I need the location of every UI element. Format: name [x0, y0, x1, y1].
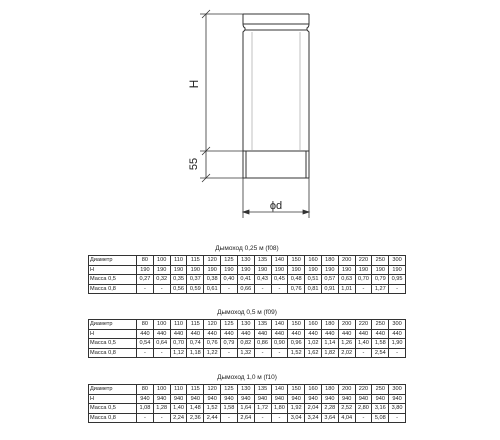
height-label: H: [187, 79, 201, 89]
table-cell: -: [137, 284, 154, 294]
table-cell: 190: [321, 265, 338, 275]
table-cell: 0,32: [153, 275, 170, 285]
table-cell: 80: [137, 256, 154, 266]
table-cell: 2,24: [170, 413, 187, 423]
table-cell: 0,37: [187, 275, 204, 285]
table-cell: 3,24: [305, 413, 322, 423]
table-cell: 190: [271, 265, 288, 275]
table-cell: 1,90: [389, 339, 406, 349]
table-cell: 3,80: [389, 404, 406, 414]
table-cell: 0,81: [305, 284, 322, 294]
table-cell: 440: [221, 329, 238, 339]
table-cell: 160: [305, 320, 322, 330]
table-cell: 190: [187, 265, 204, 275]
table-cell: 1,62: [305, 348, 322, 358]
row-header: Масса 0,5: [89, 404, 137, 414]
table-cell: 1,22: [204, 348, 221, 358]
table-cell: 940: [389, 394, 406, 404]
table-cell: 80: [137, 385, 154, 395]
table-cell: 190: [305, 265, 322, 275]
table-cell: 1,80: [271, 404, 288, 414]
row-header: H: [89, 265, 137, 275]
table-cell: 0,57: [321, 275, 338, 285]
table-cell: 0,43: [254, 275, 271, 285]
table-cell: 220: [355, 256, 372, 266]
table-cell: 190: [237, 265, 254, 275]
table-cell: 0,86: [254, 339, 271, 349]
table-cell: 130: [237, 320, 254, 330]
row-header: H: [89, 394, 137, 404]
table-cell: 150: [288, 385, 305, 395]
table-cell: 2,36: [187, 413, 204, 423]
table-cell: 440: [137, 329, 154, 339]
table-cell: 1,52: [288, 348, 305, 358]
table-cell: 0,66: [237, 284, 254, 294]
table-cell: 190: [137, 265, 154, 275]
table-cell: 940: [355, 394, 372, 404]
table-cell: -: [271, 413, 288, 423]
table-row: [89, 275, 406, 285]
table-cell: 125: [221, 385, 238, 395]
table-cell: 0,38: [204, 275, 221, 285]
table-cell: 220: [355, 320, 372, 330]
table-cell: 0,70: [355, 275, 372, 285]
table-cell: 0,56: [170, 284, 187, 294]
table-cell: 2,64: [237, 413, 254, 423]
spec-table: [88, 319, 406, 358]
table-cell: 190: [254, 265, 271, 275]
table-cell: 190: [355, 265, 372, 275]
table-cell: -: [153, 348, 170, 358]
table-cell: 190: [389, 265, 406, 275]
table-cell: 1,40: [355, 339, 372, 349]
table-cell: -: [389, 413, 406, 423]
pipe-shading: [252, 32, 300, 151]
table-cell: 100: [153, 385, 170, 395]
table-cell: 200: [338, 256, 355, 266]
table-cell: 135: [254, 320, 271, 330]
table-cell: 0,64: [153, 339, 170, 349]
table-cell: 940: [237, 394, 254, 404]
table-cell: -: [389, 284, 406, 294]
table-cell: -: [355, 413, 372, 423]
table-cell: 1,72: [254, 404, 271, 414]
table-cell: 2,54: [372, 348, 389, 358]
table-cell: 440: [204, 329, 221, 339]
spec-table-block: [88, 307, 406, 358]
table-cell: 2,02: [338, 348, 355, 358]
table-cell: -: [355, 348, 372, 358]
table-cell: -: [221, 348, 238, 358]
table-caption: Дымоход 0,25 м (f08): [215, 245, 279, 252]
row-header: Масса 0,5: [89, 275, 137, 285]
table-row: [89, 265, 406, 275]
table-cell: 940: [187, 394, 204, 404]
table-cell: 125: [221, 256, 238, 266]
table-cell: 130: [237, 256, 254, 266]
table-row: [89, 385, 406, 395]
table-cell: -: [153, 413, 170, 423]
table-cell: 0,51: [305, 275, 322, 285]
table-cell: 440: [170, 329, 187, 339]
table-cell: 940: [338, 394, 355, 404]
table-cell: 3,16: [372, 404, 389, 414]
table-cell: 940: [288, 394, 305, 404]
table-cell: 940: [321, 394, 338, 404]
table-cell: 1,82: [321, 348, 338, 358]
table-cell: 150: [288, 320, 305, 330]
table-cell: 180: [321, 385, 338, 395]
table-cell: 115: [187, 320, 204, 330]
table-cell: 110: [170, 256, 187, 266]
table-cell: 120: [204, 320, 221, 330]
table-cell: 5,08: [372, 413, 389, 423]
table-cell: 940: [204, 394, 221, 404]
table-cell: 0,82: [237, 339, 254, 349]
table-cell: -: [389, 348, 406, 358]
row-header: Масса 0,5: [89, 339, 137, 349]
table-caption: Дымоход 0,5 м (f09): [217, 309, 277, 316]
table-cell: 110: [170, 385, 187, 395]
table-cell: 440: [288, 329, 305, 339]
table-cell: 440: [305, 329, 322, 339]
table-cell: 1,02: [305, 339, 322, 349]
table-cell: 0,48: [288, 275, 305, 285]
table-row: [89, 284, 406, 294]
table-cell: 300: [389, 385, 406, 395]
diameter-label: ϕd: [269, 200, 283, 212]
table-cell: 940: [254, 394, 271, 404]
table-cell: 940: [153, 394, 170, 404]
table-cell: 1,08: [137, 404, 154, 414]
table-cell: 190: [372, 265, 389, 275]
table-cell: 0,79: [372, 275, 389, 285]
diameter-dimension: [243, 178, 309, 218]
table-cell: 115: [187, 385, 204, 395]
table-cell: -: [355, 284, 372, 294]
table-cell: 190: [221, 265, 238, 275]
table-cell: 940: [221, 394, 238, 404]
table-cell: 300: [389, 320, 406, 330]
table-cell: 135: [254, 385, 271, 395]
table-cell: 440: [372, 329, 389, 339]
table-cell: 190: [288, 265, 305, 275]
table-cell: 125: [221, 320, 238, 330]
table-cell: 180: [321, 256, 338, 266]
table-row: [89, 413, 406, 423]
table-row: [89, 320, 406, 330]
spec-table-block: [88, 372, 406, 423]
table-cell: 190: [170, 265, 187, 275]
table-cell: 140: [271, 385, 288, 395]
table-cell: 0,90: [271, 339, 288, 349]
spec-table: [88, 255, 406, 294]
table-cell: 1,14: [321, 339, 338, 349]
bottom-length-label: 55: [188, 157, 200, 171]
table-cell: 80: [137, 320, 154, 330]
height-dimension: [200, 10, 243, 182]
table-cell: 1,12: [170, 348, 187, 358]
table-cell: 0,91: [321, 284, 338, 294]
table-cell: -: [137, 348, 154, 358]
table-cell: 180: [321, 320, 338, 330]
table-cell: 1,40: [170, 404, 187, 414]
table-cell: 440: [321, 329, 338, 339]
table-cell: -: [153, 284, 170, 294]
table-cell: 1,58: [372, 339, 389, 349]
table-cell: 120: [204, 256, 221, 266]
table-cell: 200: [338, 385, 355, 395]
spec-table-block: [88, 243, 406, 294]
table-cell: 250: [372, 256, 389, 266]
table-cell: -: [221, 284, 238, 294]
table-cell: 1,52: [204, 404, 221, 414]
table-cell: 3,04: [288, 413, 305, 423]
table-caption: Дымоход 1,0 м (f10): [217, 374, 277, 381]
table-cell: 0,76: [204, 339, 221, 349]
table-row: [89, 394, 406, 404]
table-cell: -: [137, 413, 154, 423]
table-cell: 100: [153, 320, 170, 330]
table-cell: 100: [153, 256, 170, 266]
table-cell: 440: [271, 329, 288, 339]
table-cell: 140: [271, 320, 288, 330]
table-cell: 115: [187, 256, 204, 266]
row-header: Масса 0,8: [89, 348, 137, 358]
table-cell: 940: [137, 394, 154, 404]
table-cell: 300: [389, 256, 406, 266]
table-cell: 940: [170, 394, 187, 404]
table-cell: 2,44: [204, 413, 221, 423]
table-cell: 2,28: [321, 404, 338, 414]
table-cell: 440: [254, 329, 271, 339]
table-cell: 440: [237, 329, 254, 339]
table-cell: 2,80: [355, 404, 372, 414]
table-row: [89, 329, 406, 339]
table-cell: 0,61: [204, 284, 221, 294]
table-cell: 1,58: [221, 404, 238, 414]
table-cell: 250: [372, 320, 389, 330]
table-cell: 440: [153, 329, 170, 339]
table-cell: 0,70: [170, 339, 187, 349]
table-cell: 1,27: [372, 284, 389, 294]
table-cell: 4,04: [338, 413, 355, 423]
table-cell: 220: [355, 385, 372, 395]
table-cell: 3,64: [321, 413, 338, 423]
table-cell: 130: [237, 385, 254, 395]
table-cell: 110: [170, 320, 187, 330]
table-cell: 0,59: [187, 284, 204, 294]
table-cell: 0,74: [187, 339, 204, 349]
table-cell: 440: [389, 329, 406, 339]
table-cell: -: [271, 348, 288, 358]
table-cell: 0,63: [338, 275, 355, 285]
table-cell: 135: [254, 256, 271, 266]
row-header: Масса 0,8: [89, 284, 137, 294]
table-row: [89, 348, 406, 358]
row-header: Диаметр: [89, 320, 137, 330]
table-cell: 160: [305, 385, 322, 395]
table-cell: 1,64: [237, 404, 254, 414]
table-cell: 0,95: [389, 275, 406, 285]
table-cell: 0,45: [271, 275, 288, 285]
table-cell: 150: [288, 256, 305, 266]
table-cell: 200: [338, 320, 355, 330]
table-cell: 0,35: [170, 275, 187, 285]
table-cell: 2,04: [305, 404, 322, 414]
table-cell: 120: [204, 385, 221, 395]
table-cell: 0,96: [288, 339, 305, 349]
table-cell: 1,32: [237, 348, 254, 358]
table-cell: 440: [355, 329, 372, 339]
table-cell: -: [221, 413, 238, 423]
table-cell: -: [271, 284, 288, 294]
table-cell: 190: [153, 265, 170, 275]
table-cell: 1,01: [338, 284, 355, 294]
table-cell: 1,26: [338, 339, 355, 349]
table-cell: 1,18: [187, 348, 204, 358]
table-row: [89, 256, 406, 266]
table-cell: 940: [372, 394, 389, 404]
table-cell: 940: [271, 394, 288, 404]
table-cell: 0,54: [137, 339, 154, 349]
table-cell: 1,92: [288, 404, 305, 414]
row-header: Диаметр: [89, 385, 137, 395]
table-row: [89, 404, 406, 414]
table-cell: 0,79: [221, 339, 238, 349]
table-cell: 440: [187, 329, 204, 339]
spec-table: [88, 384, 406, 423]
table-cell: 440: [338, 329, 355, 339]
pipe-outline: [243, 14, 309, 178]
table-cell: 0,27: [137, 275, 154, 285]
table-cell: 0,40: [221, 275, 238, 285]
row-header: Масса 0,8: [89, 413, 137, 423]
table-cell: 190: [204, 265, 221, 275]
table-cell: 140: [271, 256, 288, 266]
table-cell: -: [254, 348, 271, 358]
table-cell: 0,41: [237, 275, 254, 285]
table-cell: 250: [372, 385, 389, 395]
table-cell: 190: [338, 265, 355, 275]
table-cell: 2,52: [338, 404, 355, 414]
table-cell: -: [254, 413, 271, 423]
row-header: Диаметр: [89, 256, 137, 266]
row-header: H: [89, 329, 137, 339]
table-cell: 940: [305, 394, 322, 404]
table-cell: 0,76: [288, 284, 305, 294]
table-cell: -: [254, 284, 271, 294]
table-cell: 1,48: [187, 404, 204, 414]
table-cell: 160: [305, 256, 322, 266]
table-row: [89, 339, 406, 349]
table-cell: 1,28: [153, 404, 170, 414]
